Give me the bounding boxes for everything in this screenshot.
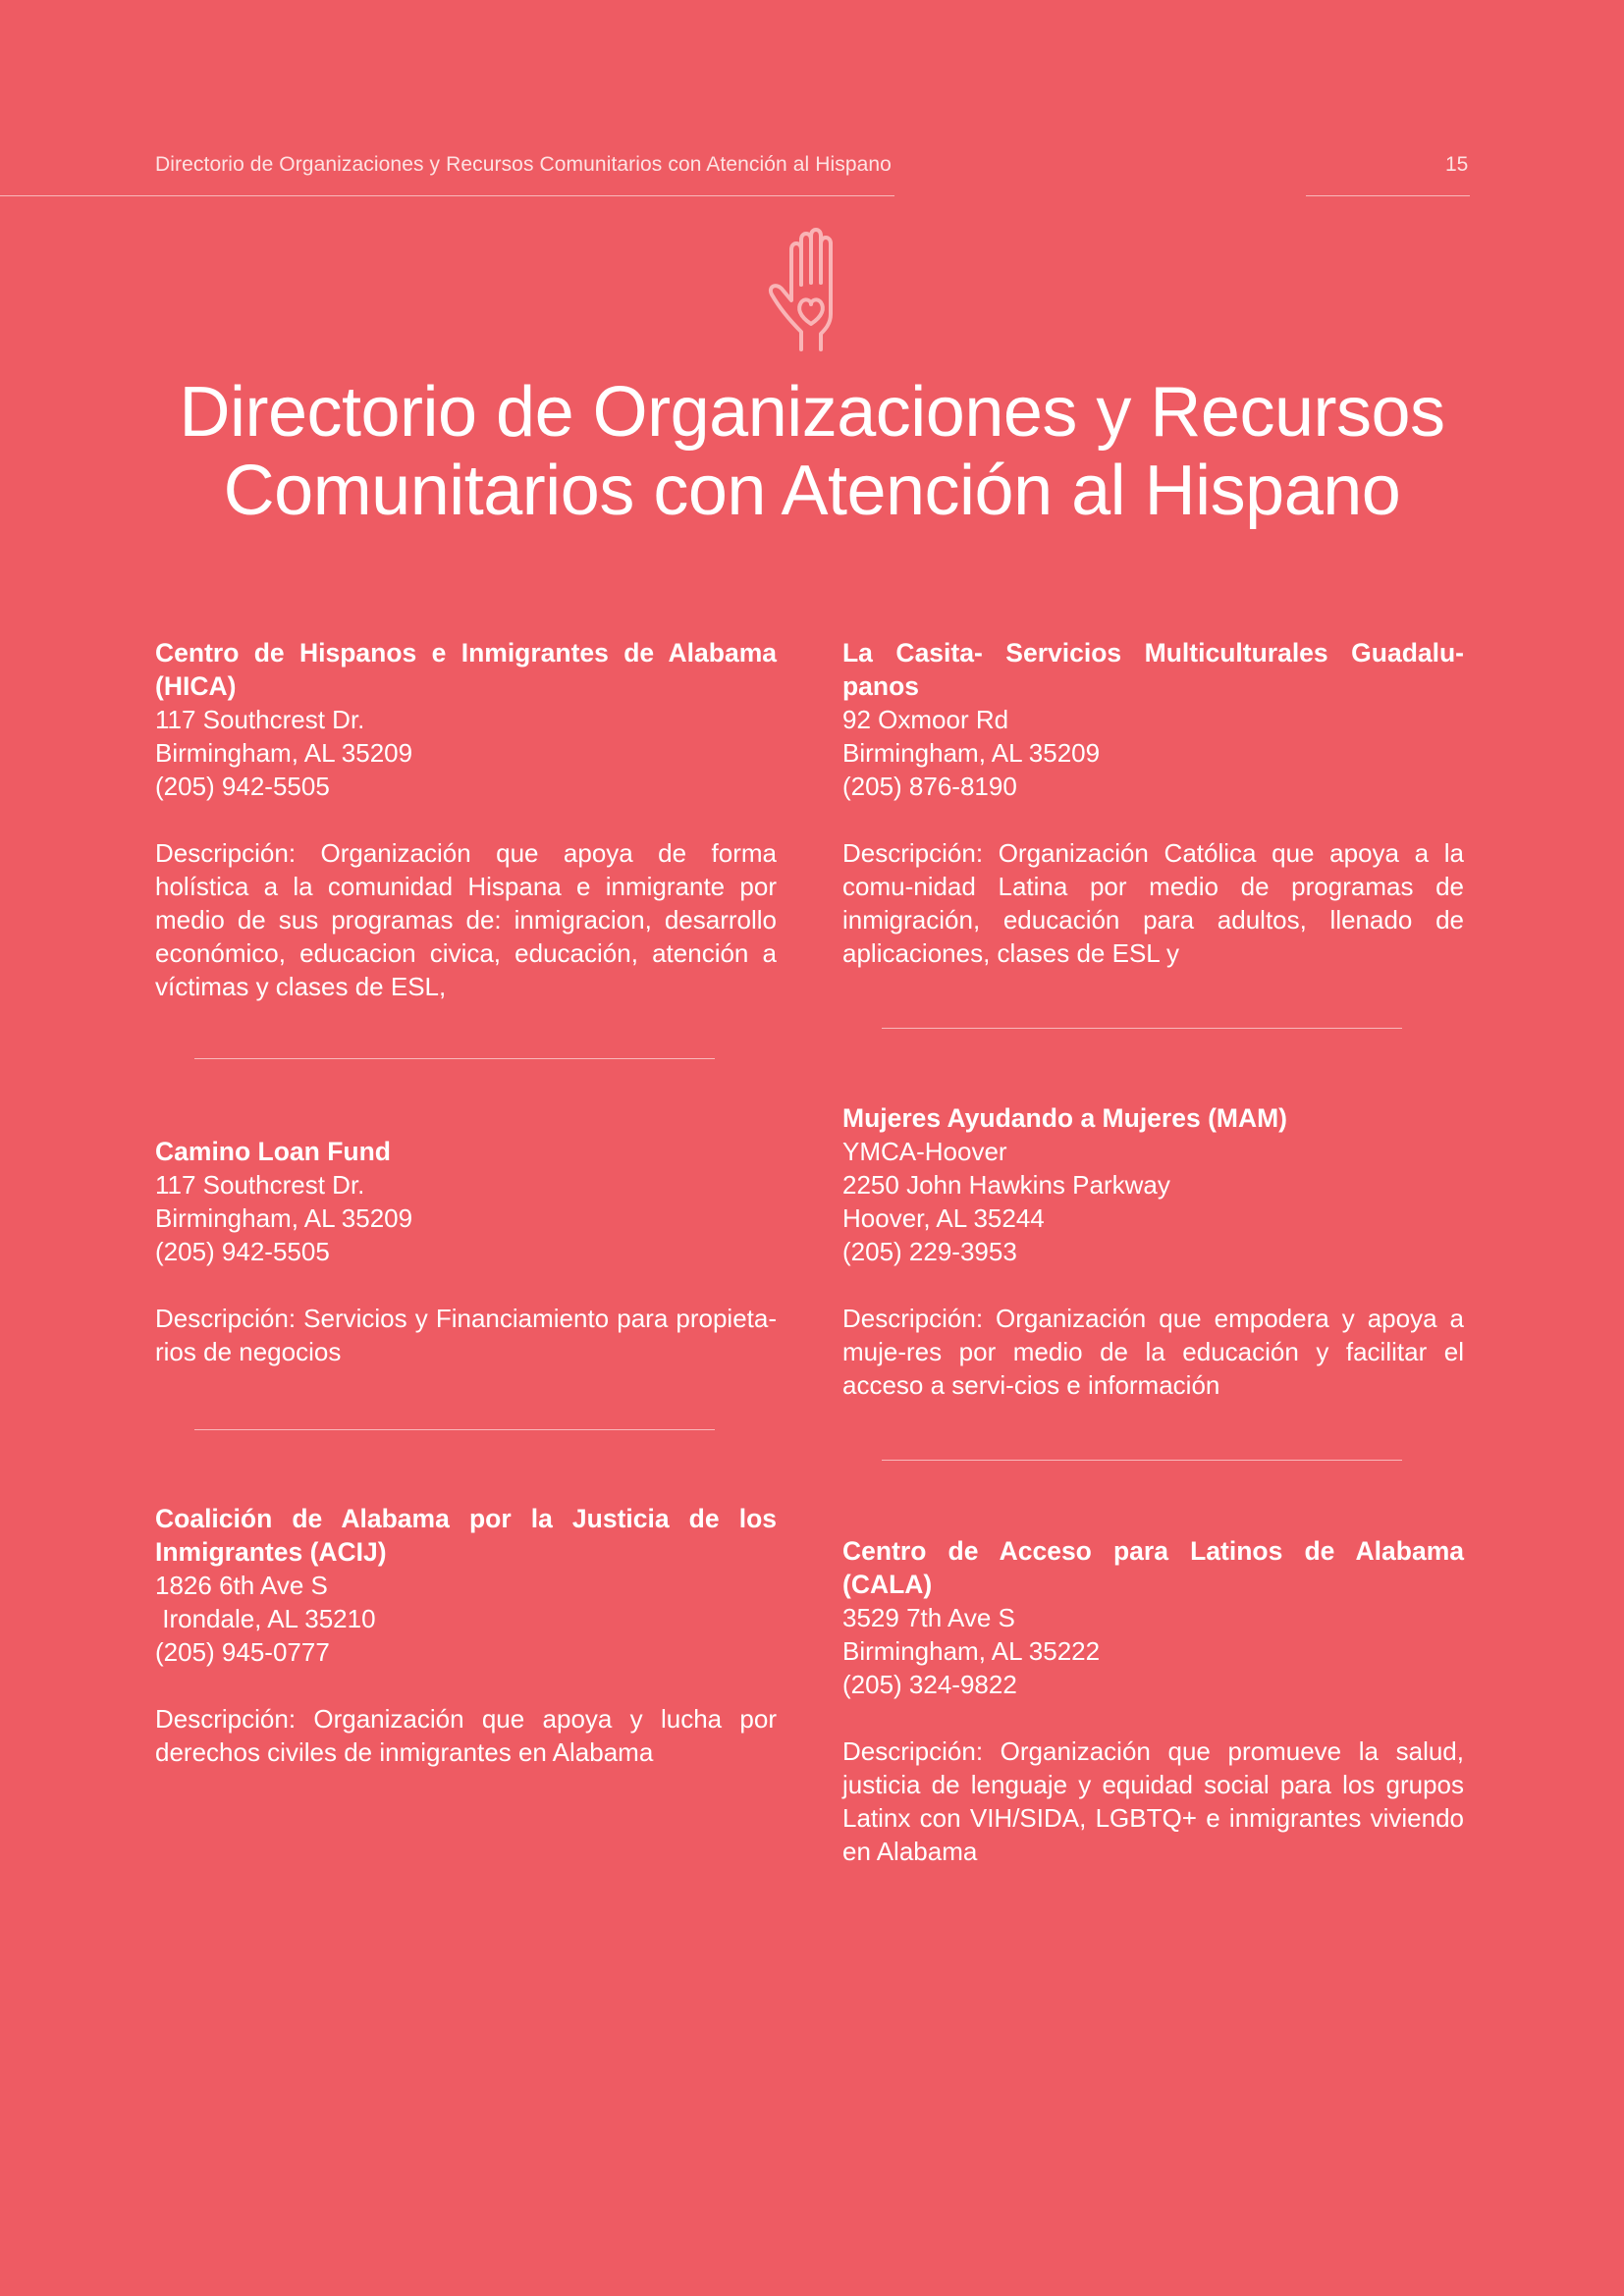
org-address-line: YMCA-Hoover	[842, 1137, 1007, 1166]
org-description: Descripción: Organización que apoya de forma holística a la comunidad Hispana e inmigrante por medio de sus programas de: inmigracion, desarrollo económico, educacion civica, educación, atención a víctimas y clases de ESL,	[155, 838, 777, 1001]
entry-divider	[882, 1460, 1402, 1461]
page-title-line-1: Directorio de Organizaciones y Recursos	[179, 373, 1445, 452]
org-address-line: Birmingham, AL 35209	[155, 738, 413, 768]
org-address-line: Birmingham, AL 35222	[842, 1636, 1101, 1666]
org-entry-mam	[842, 1101, 1464, 1402]
org-description: Descripción: Organización que empodera y apoya a muje-res por medio de la educación y facilitar el acceso a servi-cios e información	[842, 1304, 1464, 1400]
org-address-line: 1826 6th Ave S	[155, 1571, 328, 1600]
org-phone: (205) 324-9822	[842, 1670, 1017, 1699]
org-description: Descripción: Organización que promueve la salud, justicia de lenguaje y equidad social para los grupos Latinx con VIH/SIDA, LGBTQ+ e inmigrantes viviendo en Alabama	[842, 1736, 1464, 1866]
org-name: Centro de Acceso para Latinos de Alabama (CALA)	[842, 1536, 1464, 1599]
org-entry-hica	[155, 636, 777, 1003]
org-phone: (205) 876-8190	[842, 772, 1017, 801]
page-title-line-2: Comunitarios con Atención al Hispano	[223, 452, 1401, 530]
page-number: 15	[1445, 153, 1469, 176]
header-rule-left	[0, 195, 894, 196]
org-entry-camino	[155, 1135, 777, 1368]
org-address-line: Hoover, AL 35244	[842, 1203, 1045, 1233]
entry-divider	[882, 1028, 1402, 1029]
org-name: La Casita- Servicios Multiculturales Guadalu-panos	[842, 638, 1464, 701]
org-address-line: Birmingham, AL 35209	[155, 1203, 413, 1233]
org-address-line: 2250 John Hawkins Parkway	[842, 1170, 1170, 1200]
org-entry-acij	[155, 1502, 777, 1769]
org-address-line: 117 Southcrest Dr.	[155, 1170, 365, 1200]
org-address-line: 92 Oxmoor Rd	[842, 705, 1009, 734]
org-name: Camino Loan Fund	[155, 1137, 391, 1166]
org-description: Descripción: Organización Católica que apoya a la comu-nidad Latina por medio de programas de inmigración, educación para adultos, llenado de aplicaciones, clases de ESL y	[842, 838, 1464, 968]
entry-divider	[194, 1429, 715, 1430]
org-name: Mujeres Ayudando a Mujeres (MAM)	[842, 1103, 1288, 1133]
org-phone: (205) 945-0777	[155, 1637, 330, 1667]
org-phone: (205) 229-3953	[842, 1237, 1017, 1266]
org-name: Coalición de Alabama por la Justicia de los Inmigrantes (ACIJ)	[155, 1504, 777, 1567]
org-description: Descripción: Servicios y Financiamiento para propieta-rios de negocios	[155, 1304, 777, 1366]
org-entry-la-casita	[842, 636, 1464, 970]
page-title	[0, 373, 1624, 530]
running-header: Directorio de Organizaciones y Recursos Comunitarios con Atención al Hispano	[155, 153, 892, 176]
org-name: Centro de Hispanos e Inmigrantes de Alabama (HICA)	[155, 638, 777, 701]
org-entry-cala	[842, 1534, 1464, 1868]
header-rule-right	[1306, 195, 1470, 196]
org-phone: (205) 942-5505	[155, 1237, 330, 1266]
hand-heart-icon	[762, 226, 860, 353]
org-phone: (205) 942-5505	[155, 772, 330, 801]
org-address-line: 117 Southcrest Dr.	[155, 705, 365, 734]
org-address-line: 3529 7th Ave S	[842, 1603, 1015, 1632]
org-description: Descripción: Organización que apoya y lucha por derechos civiles de inmigrantes en Alabama	[155, 1704, 777, 1767]
org-address-line: Irondale, AL 35210	[155, 1604, 376, 1633]
org-address-line: Birmingham, AL 35209	[842, 738, 1101, 768]
entry-divider	[194, 1058, 715, 1059]
